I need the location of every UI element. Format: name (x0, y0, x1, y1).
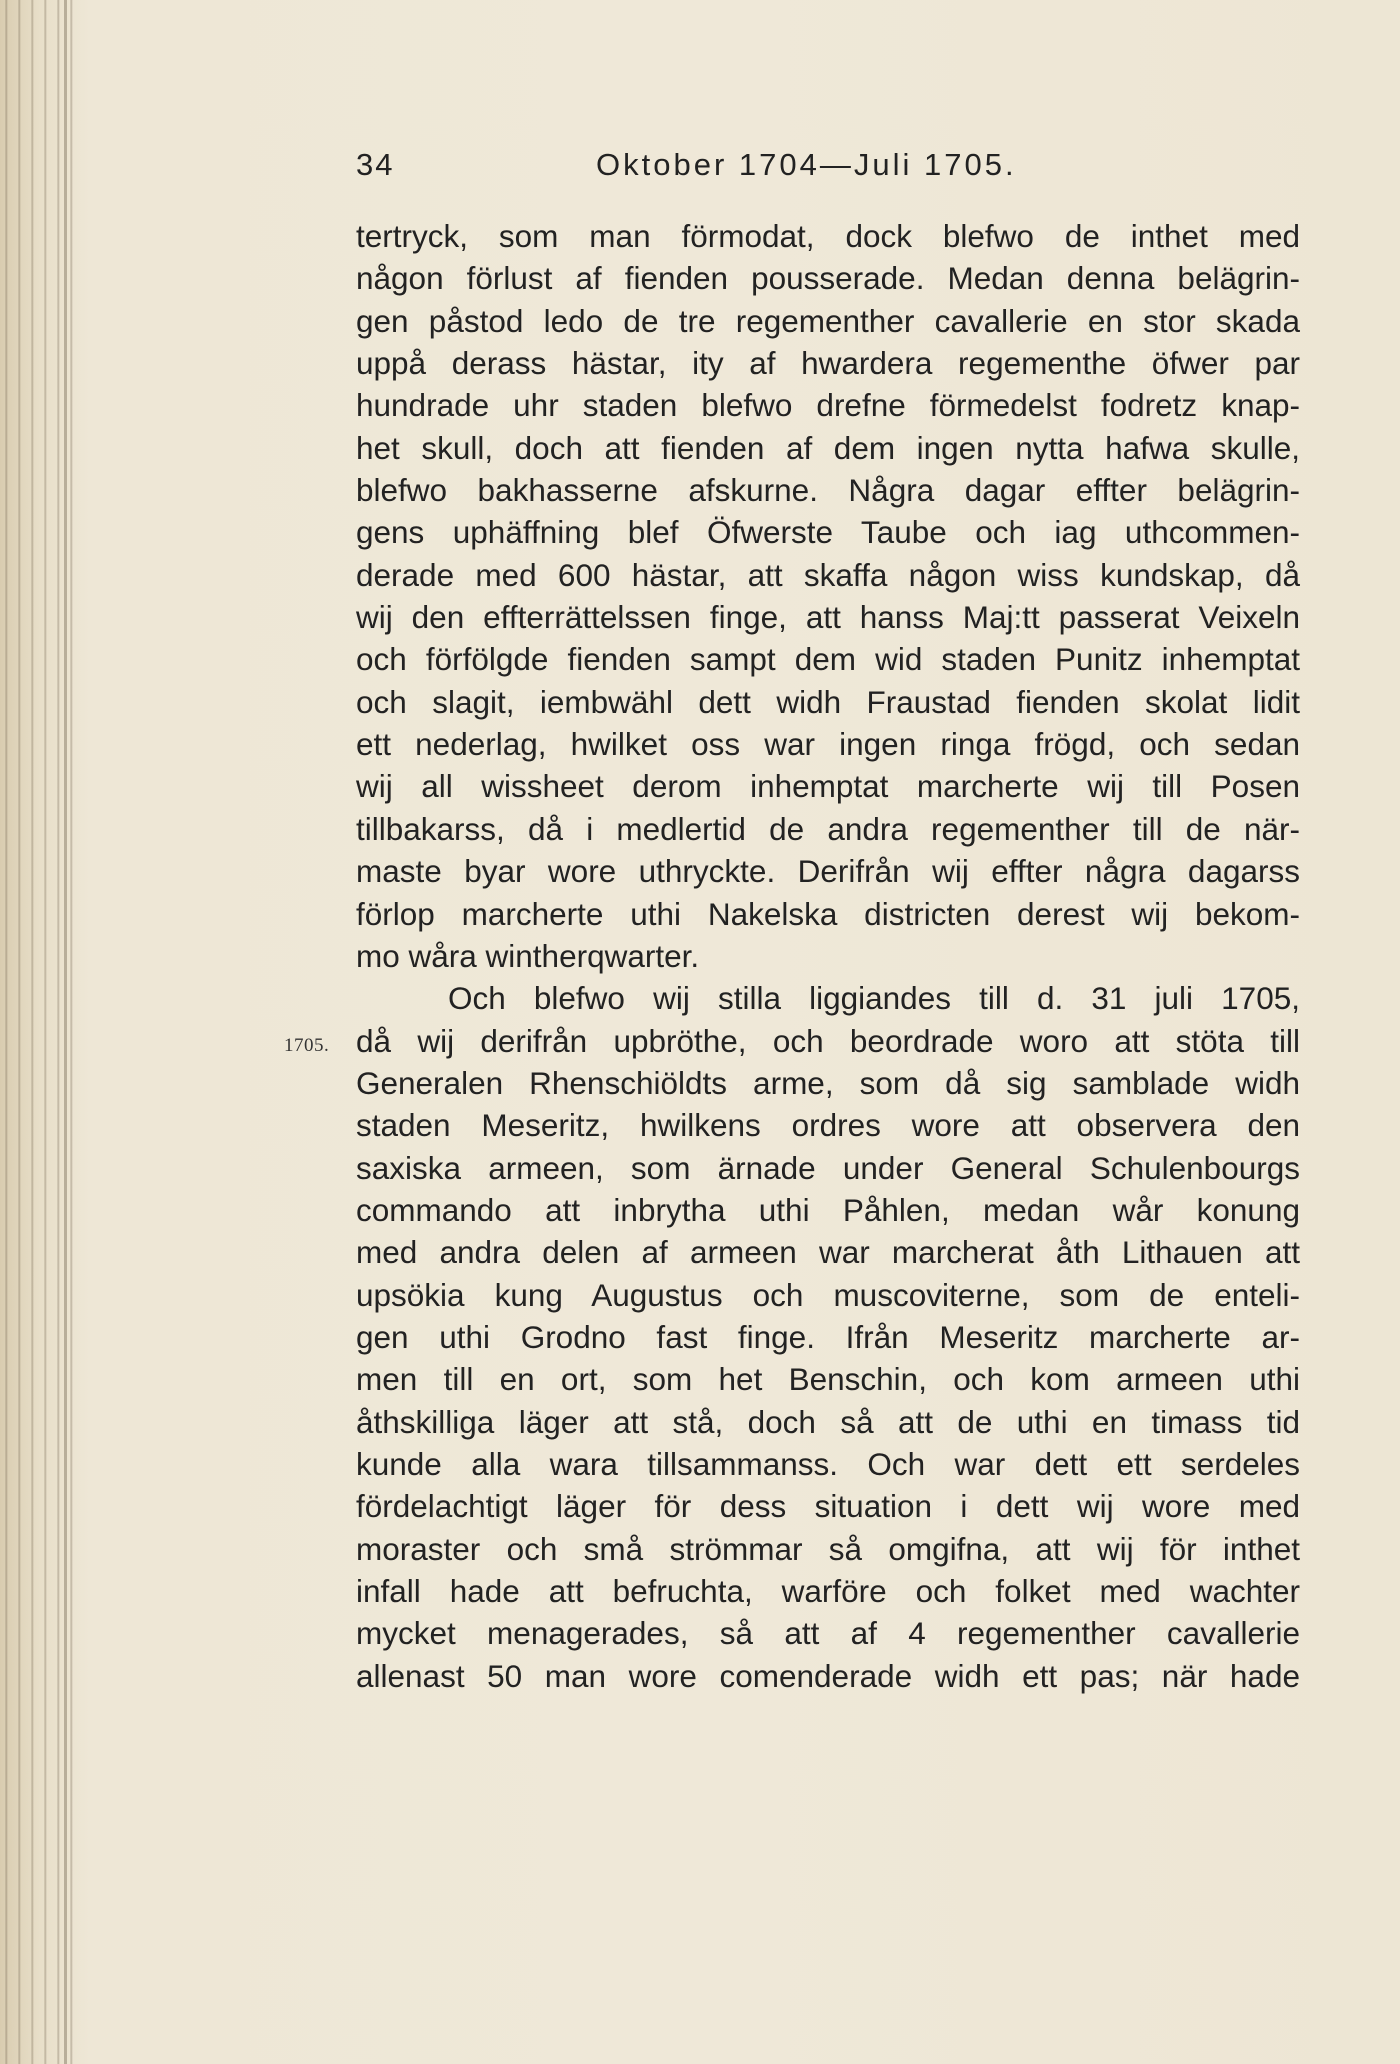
text-line: mycket menagerades, så att af 4 regementher cavallerie (356, 1615, 1300, 1652)
text-line: moraster och små strömmar så omgifna, att wij för inthet (356, 1530, 1300, 1567)
text-line: gens uphäffning blef Öfwerste Taube och iag uthcommen- (356, 514, 1300, 551)
running-title: Oktober 1704—Juli 1705. (596, 147, 1017, 182)
text-line: infall hade att befruchta, warföre och folket med wachter (356, 1573, 1300, 1609)
text-line: ett nederlag, hwilket oss war ingen ringa frögd, och sedan (356, 726, 1300, 763)
text-line: Generalen Rhenschiöldts arme, som då sig samblade widh (356, 1064, 1300, 1101)
text-line: fördelachtigt läger för dess situation i dett wij wore med (356, 1488, 1300, 1525)
text-line: maste byar wore uthryckte. Derifrån wij effter några dagarss (356, 853, 1300, 890)
text-line: uppå derass hästar, ity af hwardera regementhe öfwer par (356, 345, 1300, 382)
text-line: allenast 50 man wore comenderade widh ett pas; när hade (356, 1657, 1300, 1694)
text-line: gen påstod ledo de tre regementher cavallerie en stor skada (356, 302, 1300, 339)
text-line: blefwo bakhasserne afskurne. Några dagar effter belägrin- (356, 472, 1300, 509)
text-line: med andra delen af armeen war marcherat åth Lithauen att (356, 1234, 1300, 1271)
text-line: mo wåra wintherqwarter. (356, 937, 700, 974)
text-line: gen uthi Grodno fast finge. Ifrån Meseritz marcherte ar- (356, 1318, 1300, 1355)
page-number: 34 (356, 147, 395, 182)
text-line: saxiska armeen, som ärnade under General Schulenbourgs (356, 1149, 1300, 1186)
text-line: tertryck, som man förmodat, dock blefwo de inthet med (356, 218, 1300, 254)
text-line: staden Meseritz, hwilkens ordres wore att observera den (356, 1107, 1300, 1144)
text-line: derade med 600 hästar, att skaffa någon wiss kundskap, då (356, 556, 1300, 593)
text-line: wij all wissheet derom inhemptat marcherte wij till Posen (356, 768, 1300, 805)
text-line: Och blefwo wij stilla liggiandes till d. 31 juli 1705, (448, 980, 1300, 1017)
text-line: förlop marcherte uthi Nakelska districten derest wij bekom- (356, 895, 1300, 932)
text-line: men till en ort, som het Benschin, och kom armeen uthi (356, 1361, 1300, 1398)
text-line: het skull, doch att fienden af dem ingen nytta hafwa skulle, (356, 429, 1300, 466)
text-line: någon förlust af fienden pousserade. Medan denna belägrin- (356, 260, 1300, 297)
text-line: och förfölgde fienden sampt dem wid staden Punitz inhemptat (356, 641, 1300, 678)
text-line: kunde alla wara tillsammanss. Och war dett ett serdeles (356, 1445, 1300, 1482)
text-line: åthskilliga läger att stå, doch så att de uthi en timass tid (356, 1403, 1300, 1440)
text-line: wij den effterrättelssen finge, att hanss Maj:tt passerat Veixeln (356, 599, 1300, 636)
text-line: och slagit, iembwähl dett widh Fraustad fienden skolat lidit (356, 683, 1300, 720)
text-line: tillbakarss, då i medlertid de andra regementher till de när- (356, 810, 1300, 847)
body-text (356, 215, 1300, 1697)
margin-year-note: 1705. (284, 1035, 330, 1056)
text-line: commando att inbrytha uthi Påhlen, medan wår konung (356, 1191, 1300, 1228)
text-line: då wij derifrån upbröthe, och beordrade woro att stöta till (356, 1022, 1300, 1059)
text-line: hundrade uhr staden blefwo drefne förmedelst fodretz knap- (356, 387, 1300, 424)
page-header (356, 147, 1300, 193)
text-line: upsökia kung Augustus och muscoviterne, som de enteli- (356, 1276, 1300, 1313)
spine-shadow (64, 0, 67, 2064)
